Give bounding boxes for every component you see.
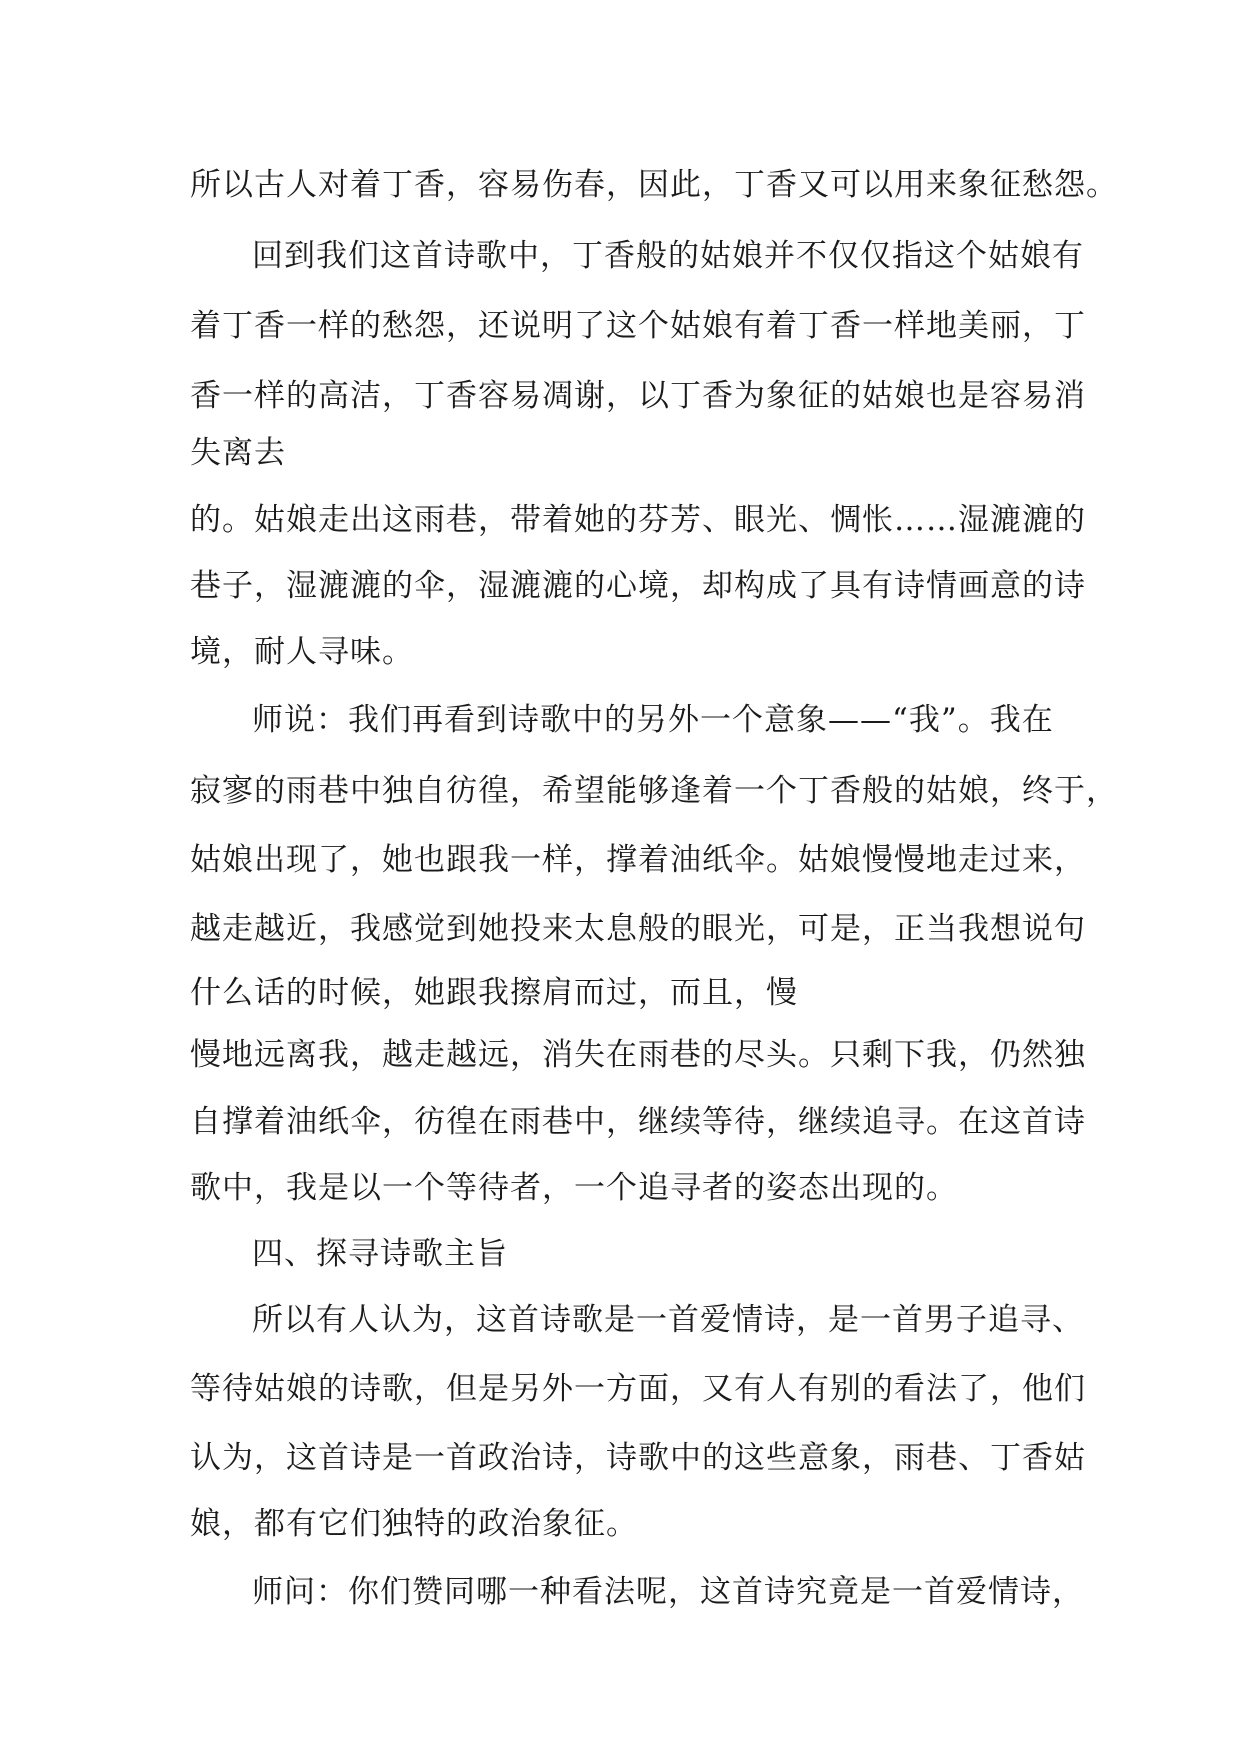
text-line: 的。姑娘走出这雨巷，带着她的芬芳、眼光、惆怅……湿漉漉的 [190, 502, 1086, 538]
text-line: 境，耐人寻味。 [190, 634, 414, 670]
text-line: 失离去 [190, 435, 286, 471]
text-line: 香一样的高洁，丁香容易凋谢，以丁香为象征的姑娘也是容易消 [190, 378, 1086, 414]
text-line: 师问：你们赞同哪一种看法呢，这首诗究竟是一首爱情诗， [252, 1574, 1084, 1610]
text-line: 寂寥的雨巷中独自彷徨，希望能够逢着一个丁香般的姑娘，终于， [190, 773, 1118, 809]
text-line: 认为，这首诗是一首政治诗，诗歌中的这些意象，雨巷、丁香姑 [190, 1440, 1086, 1476]
text-line: 娘，都有它们独特的政治象征。 [190, 1506, 638, 1542]
section-heading: 四、探寻诗歌主旨 [252, 1236, 508, 1272]
text-line: 着丁香一样的愁怨，还说明了这个姑娘有着丁香一样地美丽，丁 [190, 308, 1086, 344]
text-line: 歌中，我是以一个等待者，一个追寻者的姿态出现的。 [190, 1170, 958, 1206]
text-line: 姑娘出现了，她也跟我一样，撑着油纸伞。姑娘慢慢地走过来， [190, 842, 1086, 878]
text-line: 什么话的时候，她跟我擦肩而过，而且，慢 [190, 975, 798, 1011]
text-line: 所以有人认为，这首诗歌是一首爱情诗，是一首男子追寻、 [252, 1302, 1084, 1338]
text-line: 回到我们这首诗歌中，丁香般的姑娘并不仅仅指这个姑娘有 [252, 238, 1084, 274]
text-line: 等待姑娘的诗歌，但是另外一方面，又有人有别的看法了，他们 [190, 1371, 1086, 1407]
text-line: 慢地远离我，越走越远，消失在雨巷的尽头。只剩下我，仍然独 [190, 1037, 1086, 1073]
text-line: 巷子，湿漉漉的伞，湿漉漉的心境，却构成了具有诗情画意的诗 [190, 568, 1086, 604]
text-line: 自撑着油纸伞，彷徨在雨巷中，继续等待，继续追寻。在这首诗 [190, 1104, 1086, 1140]
text-line: 所以古人对着丁香，容易伤春，因此，丁香又可以用来象征愁怨。 [190, 167, 1118, 203]
text-line: 越走越近，我感觉到她投来太息般的眼光，可是，正当我想说句 [190, 911, 1086, 947]
text-line: 师说：我们再看到诗歌中的另外一个意象——“我”。我在 [252, 702, 1054, 738]
